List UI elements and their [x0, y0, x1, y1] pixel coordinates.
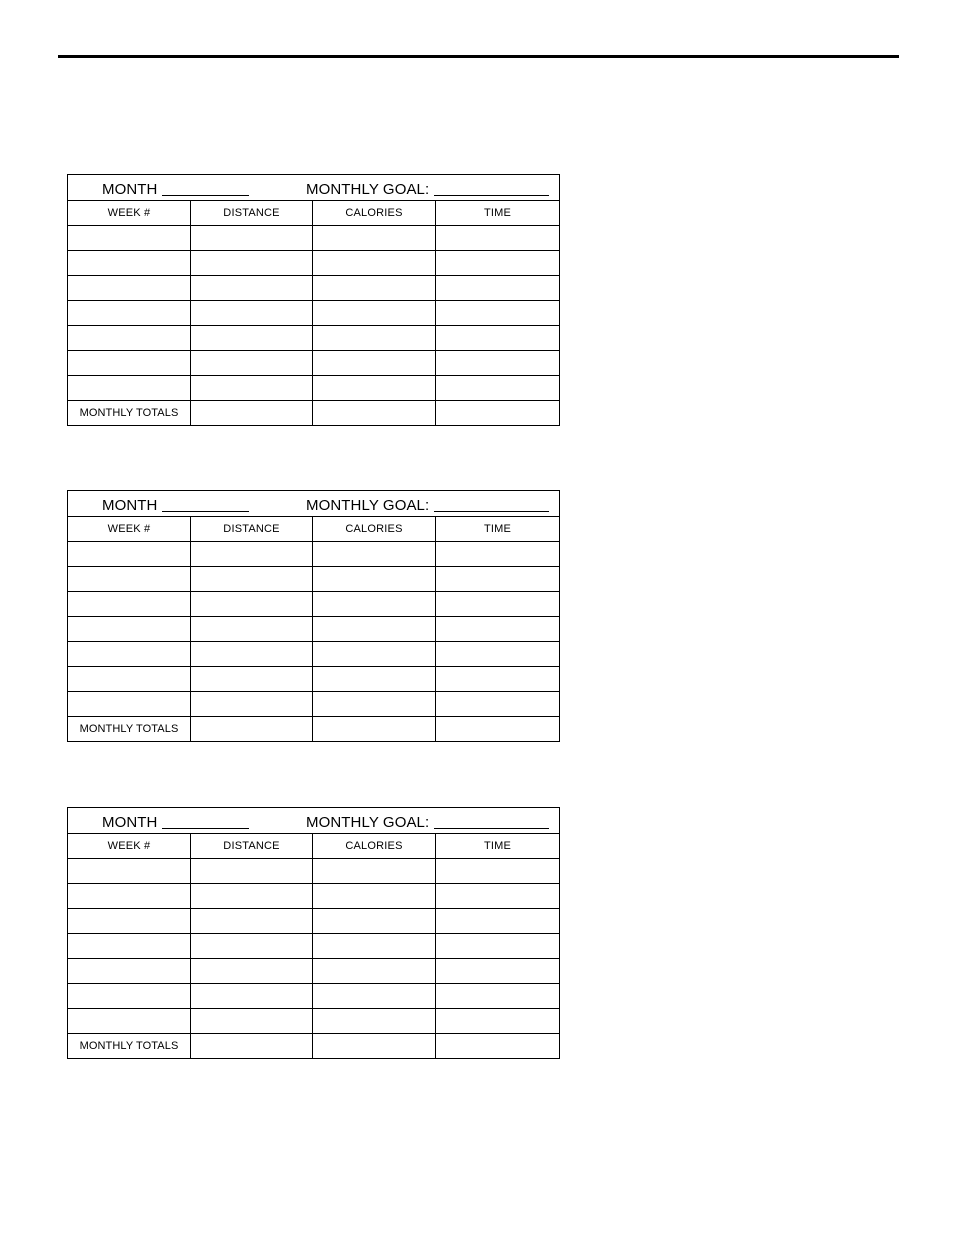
time-cell[interactable]	[436, 617, 560, 642]
monthly-goal-label: MONTHLY GOAL:	[306, 180, 430, 198]
time-total-cell[interactable]	[436, 401, 560, 426]
week-cell[interactable]	[68, 1009, 191, 1034]
distance-cell[interactable]	[191, 251, 313, 276]
monthly-goal-blank-line[interactable]	[434, 828, 549, 829]
time-cell[interactable]	[436, 642, 560, 667]
table-row	[68, 351, 560, 376]
distance-cell[interactable]	[191, 859, 313, 884]
month-label: MONTH	[102, 496, 158, 514]
column-header-row	[68, 201, 560, 226]
table-row	[68, 909, 560, 934]
title-cell	[68, 808, 560, 834]
time-cell[interactable]	[436, 301, 560, 326]
week-cell[interactable]	[68, 884, 191, 909]
time-cell[interactable]	[436, 934, 560, 959]
column-header-calories: CALORIES	[313, 201, 436, 226]
table-row	[68, 934, 560, 959]
monthly-goal-label: MONTHLY GOAL:	[306, 813, 430, 831]
time-cell[interactable]	[436, 326, 560, 351]
time-cell[interactable]	[436, 226, 560, 251]
distance-cell[interactable]	[191, 276, 313, 301]
distance-cell[interactable]	[191, 542, 313, 567]
distance-cell[interactable]	[191, 351, 313, 376]
distance-cell[interactable]	[191, 934, 313, 959]
table-row	[68, 276, 560, 301]
calories-cell[interactable]	[313, 859, 436, 884]
week-cell[interactable]	[68, 301, 191, 326]
calories-total-cell[interactable]	[313, 717, 436, 742]
distance-cell[interactable]	[191, 376, 313, 401]
time-cell[interactable]	[436, 592, 560, 617]
monthly-totals-label: MONTHLY TOTALS	[68, 401, 191, 426]
table-row	[68, 884, 560, 909]
time-cell[interactable]	[436, 884, 560, 909]
calories-cell[interactable]	[313, 692, 436, 717]
calories-cell[interactable]	[313, 251, 436, 276]
column-header-calories: CALORIES	[313, 834, 436, 859]
calories-cell[interactable]	[313, 1009, 436, 1034]
time-cell[interactable]	[436, 542, 560, 567]
column-header-row	[68, 517, 560, 542]
time-cell[interactable]	[436, 859, 560, 884]
time-cell[interactable]	[436, 909, 560, 934]
column-header-distance: DISTANCE	[191, 834, 313, 859]
distance-cell[interactable]	[191, 984, 313, 1009]
monthly-goal-blank-line[interactable]	[434, 195, 549, 196]
calories-cell[interactable]	[313, 884, 436, 909]
column-header-week: WEEK #	[68, 201, 191, 226]
table-title-row	[68, 491, 560, 517]
time-cell[interactable]	[436, 351, 560, 376]
calories-cell[interactable]	[313, 934, 436, 959]
monthly-log-table-3	[67, 807, 560, 1059]
month-blank-line[interactable]	[162, 511, 249, 512]
week-cell[interactable]	[68, 859, 191, 884]
week-cell[interactable]	[68, 984, 191, 1009]
week-cell[interactable]	[68, 226, 191, 251]
column-header-time: TIME	[436, 834, 560, 859]
distance-total-cell[interactable]	[191, 717, 313, 742]
monthly-log-table-2	[67, 490, 560, 742]
calories-total-cell[interactable]	[313, 401, 436, 426]
title-cell	[68, 175, 560, 201]
calories-cell[interactable]	[313, 301, 436, 326]
distance-cell[interactable]	[191, 592, 313, 617]
table-row	[68, 301, 560, 326]
table-row	[68, 542, 560, 567]
week-cell[interactable]	[68, 617, 191, 642]
time-cell[interactable]	[436, 567, 560, 592]
time-cell[interactable]	[436, 251, 560, 276]
monthly-goal-blank-line[interactable]	[434, 511, 549, 512]
table-row	[68, 567, 560, 592]
table-row	[68, 376, 560, 401]
week-cell[interactable]	[68, 934, 191, 959]
column-header-week: WEEK #	[68, 834, 191, 859]
distance-cell[interactable]	[191, 884, 313, 909]
calories-cell[interactable]	[313, 351, 436, 376]
calories-total-cell[interactable]	[313, 1034, 436, 1059]
distance-cell[interactable]	[191, 326, 313, 351]
column-header-week: WEEK #	[68, 517, 191, 542]
week-cell[interactable]	[68, 351, 191, 376]
week-cell[interactable]	[68, 542, 191, 567]
column-header-row	[68, 834, 560, 859]
calories-cell[interactable]	[313, 567, 436, 592]
table-row	[68, 226, 560, 251]
week-cell[interactable]	[68, 592, 191, 617]
calories-cell[interactable]	[313, 642, 436, 667]
time-cell[interactable]	[436, 1009, 560, 1034]
table-row	[68, 642, 560, 667]
distance-cell[interactable]	[191, 909, 313, 934]
time-cell[interactable]	[436, 692, 560, 717]
totals-row	[68, 401, 560, 426]
week-cell[interactable]	[68, 642, 191, 667]
week-cell[interactable]	[68, 326, 191, 351]
totals-row	[68, 1034, 560, 1059]
table-title-row	[68, 175, 560, 201]
month-blank-line[interactable]	[162, 828, 249, 829]
table-row	[68, 592, 560, 617]
column-header-distance: DISTANCE	[191, 517, 313, 542]
distance-cell[interactable]	[191, 1009, 313, 1034]
calories-cell[interactable]	[313, 667, 436, 692]
table-row	[68, 326, 560, 351]
time-cell[interactable]	[436, 959, 560, 984]
distance-cell[interactable]	[191, 617, 313, 642]
month-label: MONTH	[102, 813, 158, 831]
week-cell[interactable]	[68, 276, 191, 301]
totals-row	[68, 717, 560, 742]
distance-cell[interactable]	[191, 301, 313, 326]
calories-cell[interactable]	[313, 909, 436, 934]
calories-cell[interactable]	[313, 617, 436, 642]
time-total-cell[interactable]	[436, 1034, 560, 1059]
monthly-log-table-1	[67, 174, 560, 426]
calories-cell[interactable]	[313, 592, 436, 617]
time-cell[interactable]	[436, 276, 560, 301]
table-row	[68, 959, 560, 984]
column-header-time: TIME	[436, 517, 560, 542]
table-row	[68, 617, 560, 642]
time-cell[interactable]	[436, 667, 560, 692]
week-cell[interactable]	[68, 667, 191, 692]
distance-cell[interactable]	[191, 959, 313, 984]
monthly-goal-label: MONTHLY GOAL:	[306, 496, 430, 514]
calories-cell[interactable]	[313, 226, 436, 251]
distance-cell[interactable]	[191, 667, 313, 692]
table-row	[68, 667, 560, 692]
column-header-distance: DISTANCE	[191, 201, 313, 226]
calories-cell[interactable]	[313, 984, 436, 1009]
week-cell[interactable]	[68, 376, 191, 401]
top-rule	[58, 55, 899, 58]
table-row	[68, 859, 560, 884]
title-cell	[68, 491, 560, 517]
calories-cell[interactable]	[313, 542, 436, 567]
distance-cell[interactable]	[191, 642, 313, 667]
calories-cell[interactable]	[313, 326, 436, 351]
time-cell[interactable]	[436, 376, 560, 401]
column-header-calories: CALORIES	[313, 517, 436, 542]
table-row	[68, 251, 560, 276]
calories-cell[interactable]	[313, 959, 436, 984]
distance-cell[interactable]	[191, 567, 313, 592]
distance-total-cell[interactable]	[191, 1034, 313, 1059]
monthly-totals-label: MONTHLY TOTALS	[68, 1034, 191, 1059]
month-label: MONTH	[102, 180, 158, 198]
time-cell[interactable]	[436, 984, 560, 1009]
column-header-time: TIME	[436, 201, 560, 226]
week-cell[interactable]	[68, 567, 191, 592]
monthly-totals-label: MONTHLY TOTALS	[68, 717, 191, 742]
week-cell[interactable]	[68, 251, 191, 276]
table-row	[68, 984, 560, 1009]
table-row	[68, 692, 560, 717]
distance-cell[interactable]	[191, 692, 313, 717]
week-cell[interactable]	[68, 959, 191, 984]
week-cell[interactable]	[68, 909, 191, 934]
week-cell[interactable]	[68, 692, 191, 717]
month-blank-line[interactable]	[162, 195, 249, 196]
distance-total-cell[interactable]	[191, 401, 313, 426]
table-title-row	[68, 808, 560, 834]
calories-cell[interactable]	[313, 276, 436, 301]
time-total-cell[interactable]	[436, 717, 560, 742]
calories-cell[interactable]	[313, 376, 436, 401]
distance-cell[interactable]	[191, 226, 313, 251]
table-row	[68, 1009, 560, 1034]
